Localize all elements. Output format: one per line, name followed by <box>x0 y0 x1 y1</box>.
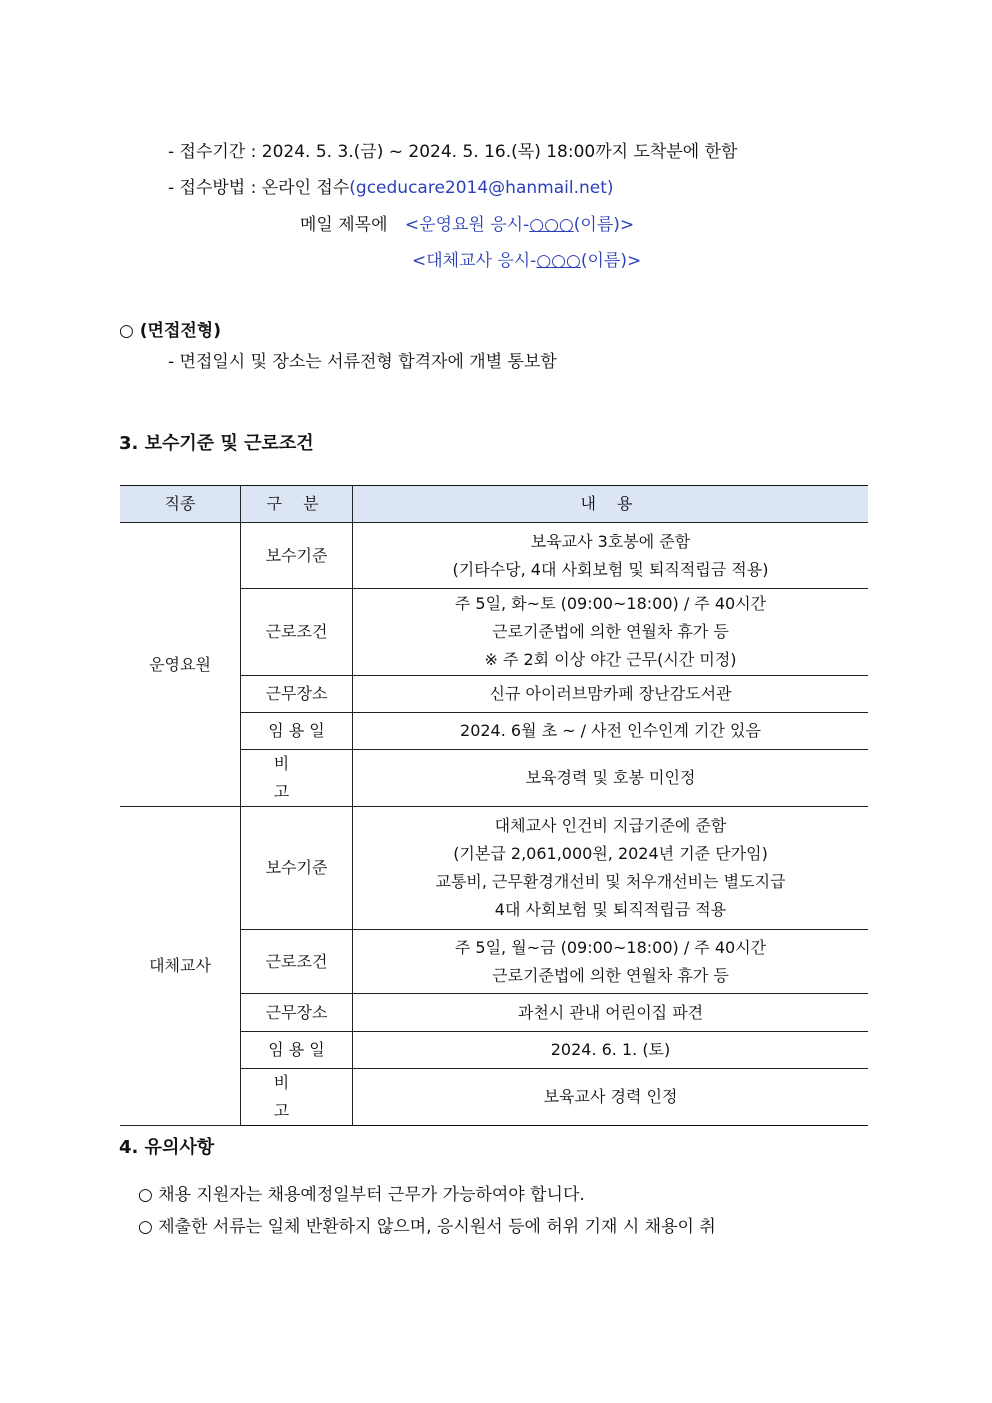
notice-item: ○ 채용 지원자는 채용예정일부터 근무가 가능하여야 합니다. <box>138 1185 585 1205</box>
role-operator: 운영요원 <box>120 523 241 807</box>
interview-heading: ○ (면접전형) <box>119 321 221 341</box>
reception-method-label: - 접수방법 : 온라인 접수 <box>168 178 350 198</box>
substitute-date-value: 2024. 6. 1. (토) <box>353 1032 869 1069</box>
notice-item: ○ 제출한 서류는 일체 반환하지 않으며, 응시원서 등에 허위 기재 시 채용이 취 <box>138 1217 716 1237</box>
substitute-note-label: 비 고 <box>241 1069 353 1126</box>
mail-subject-label: 메일 제목에 <box>300 215 388 235</box>
operator-note-value: 보육경력 및 호봉 미인정 <box>353 750 869 807</box>
operator-work-label: 근로조건 <box>241 589 353 676</box>
header-role: 직종 <box>120 486 241 523</box>
substitute-date-label: 임 용 일 <box>241 1032 353 1069</box>
operator-date-label: 임 용 일 <box>241 713 353 750</box>
reception-email: (gceducare2014@hanmail.net) <box>349 178 614 198</box>
operator-note-label: 비 고 <box>241 750 353 807</box>
substitute-place-label: 근무장소 <box>241 994 353 1032</box>
operator-work-value: 주 5일, 화~토 (09:00~18:00) / 주 40시간 근로기준법에 의한 연월차 휴가 등 ※ 주 2회 이상 야간 근무(시간 미정) <box>353 589 869 676</box>
header-content: 내 용 <box>353 486 869 523</box>
operator-place-label: 근무장소 <box>241 676 353 713</box>
table-row <box>120 523 868 589</box>
role-substitute: 대체교사 <box>120 807 241 1126</box>
operator-place-value: 신규 아이러브맘카페 장난감도서관 <box>353 676 869 713</box>
table-row <box>120 807 868 930</box>
substitute-note-value: 보육교사 경력 인정 <box>353 1069 869 1126</box>
substitute-pay-label: 보수기준 <box>241 807 353 930</box>
subject-operator: <운영요원 응시-○○○(이름)> <box>404 215 635 235</box>
substitute-place-value: 과천시 관내 어린이집 파견 <box>353 994 869 1032</box>
table-header-row <box>120 486 868 523</box>
operator-pay-value: 보육교사 3호봉에 준함 (기타수당, 4대 사회보험 및 퇴직적립금 적용) <box>353 523 869 589</box>
operator-date-value: 2024. 6월 초 ~ / 사전 인수인계 기간 있음 <box>353 713 869 750</box>
substitute-pay-value: 대체교사 인건비 지급기준에 준함 (기본급 2,061,000원, 2024년 기준 단가임) 교통비, 근무환경개선비 및 처우개선비는 별도지급 4대 사회보험 및 퇴직적립금 적용 <box>353 807 869 930</box>
header-category: 구 분 <box>241 486 353 523</box>
section4-heading: 4. 유의사항 <box>119 1137 215 1158</box>
compensation-table <box>120 485 868 1126</box>
substitute-work-value: 주 5일, 월~금 (09:00~18:00) / 주 40시간 근로기준법에 의한 연월차 휴가 등 <box>353 930 869 994</box>
section3-heading: 3. 보수기준 및 근로조건 <box>119 433 314 454</box>
mail-subject-substitute: <대체교사 응시-○○○(이름)> <box>412 251 642 271</box>
substitute-work-label: 근로조건 <box>241 930 353 994</box>
reception-method <box>168 177 614 199</box>
operator-pay-label: 보수기준 <box>241 523 353 589</box>
mail-subject-operator <box>300 214 634 236</box>
interview-detail: - 면접일시 및 장소는 서류전형 합격자에 개별 통보함 <box>168 352 557 372</box>
reception-period: - 접수기간 : 2024. 5. 3.(금) ~ 2024. 5. 16.(목) 18:00까지 도착분에 한함 <box>168 142 738 162</box>
